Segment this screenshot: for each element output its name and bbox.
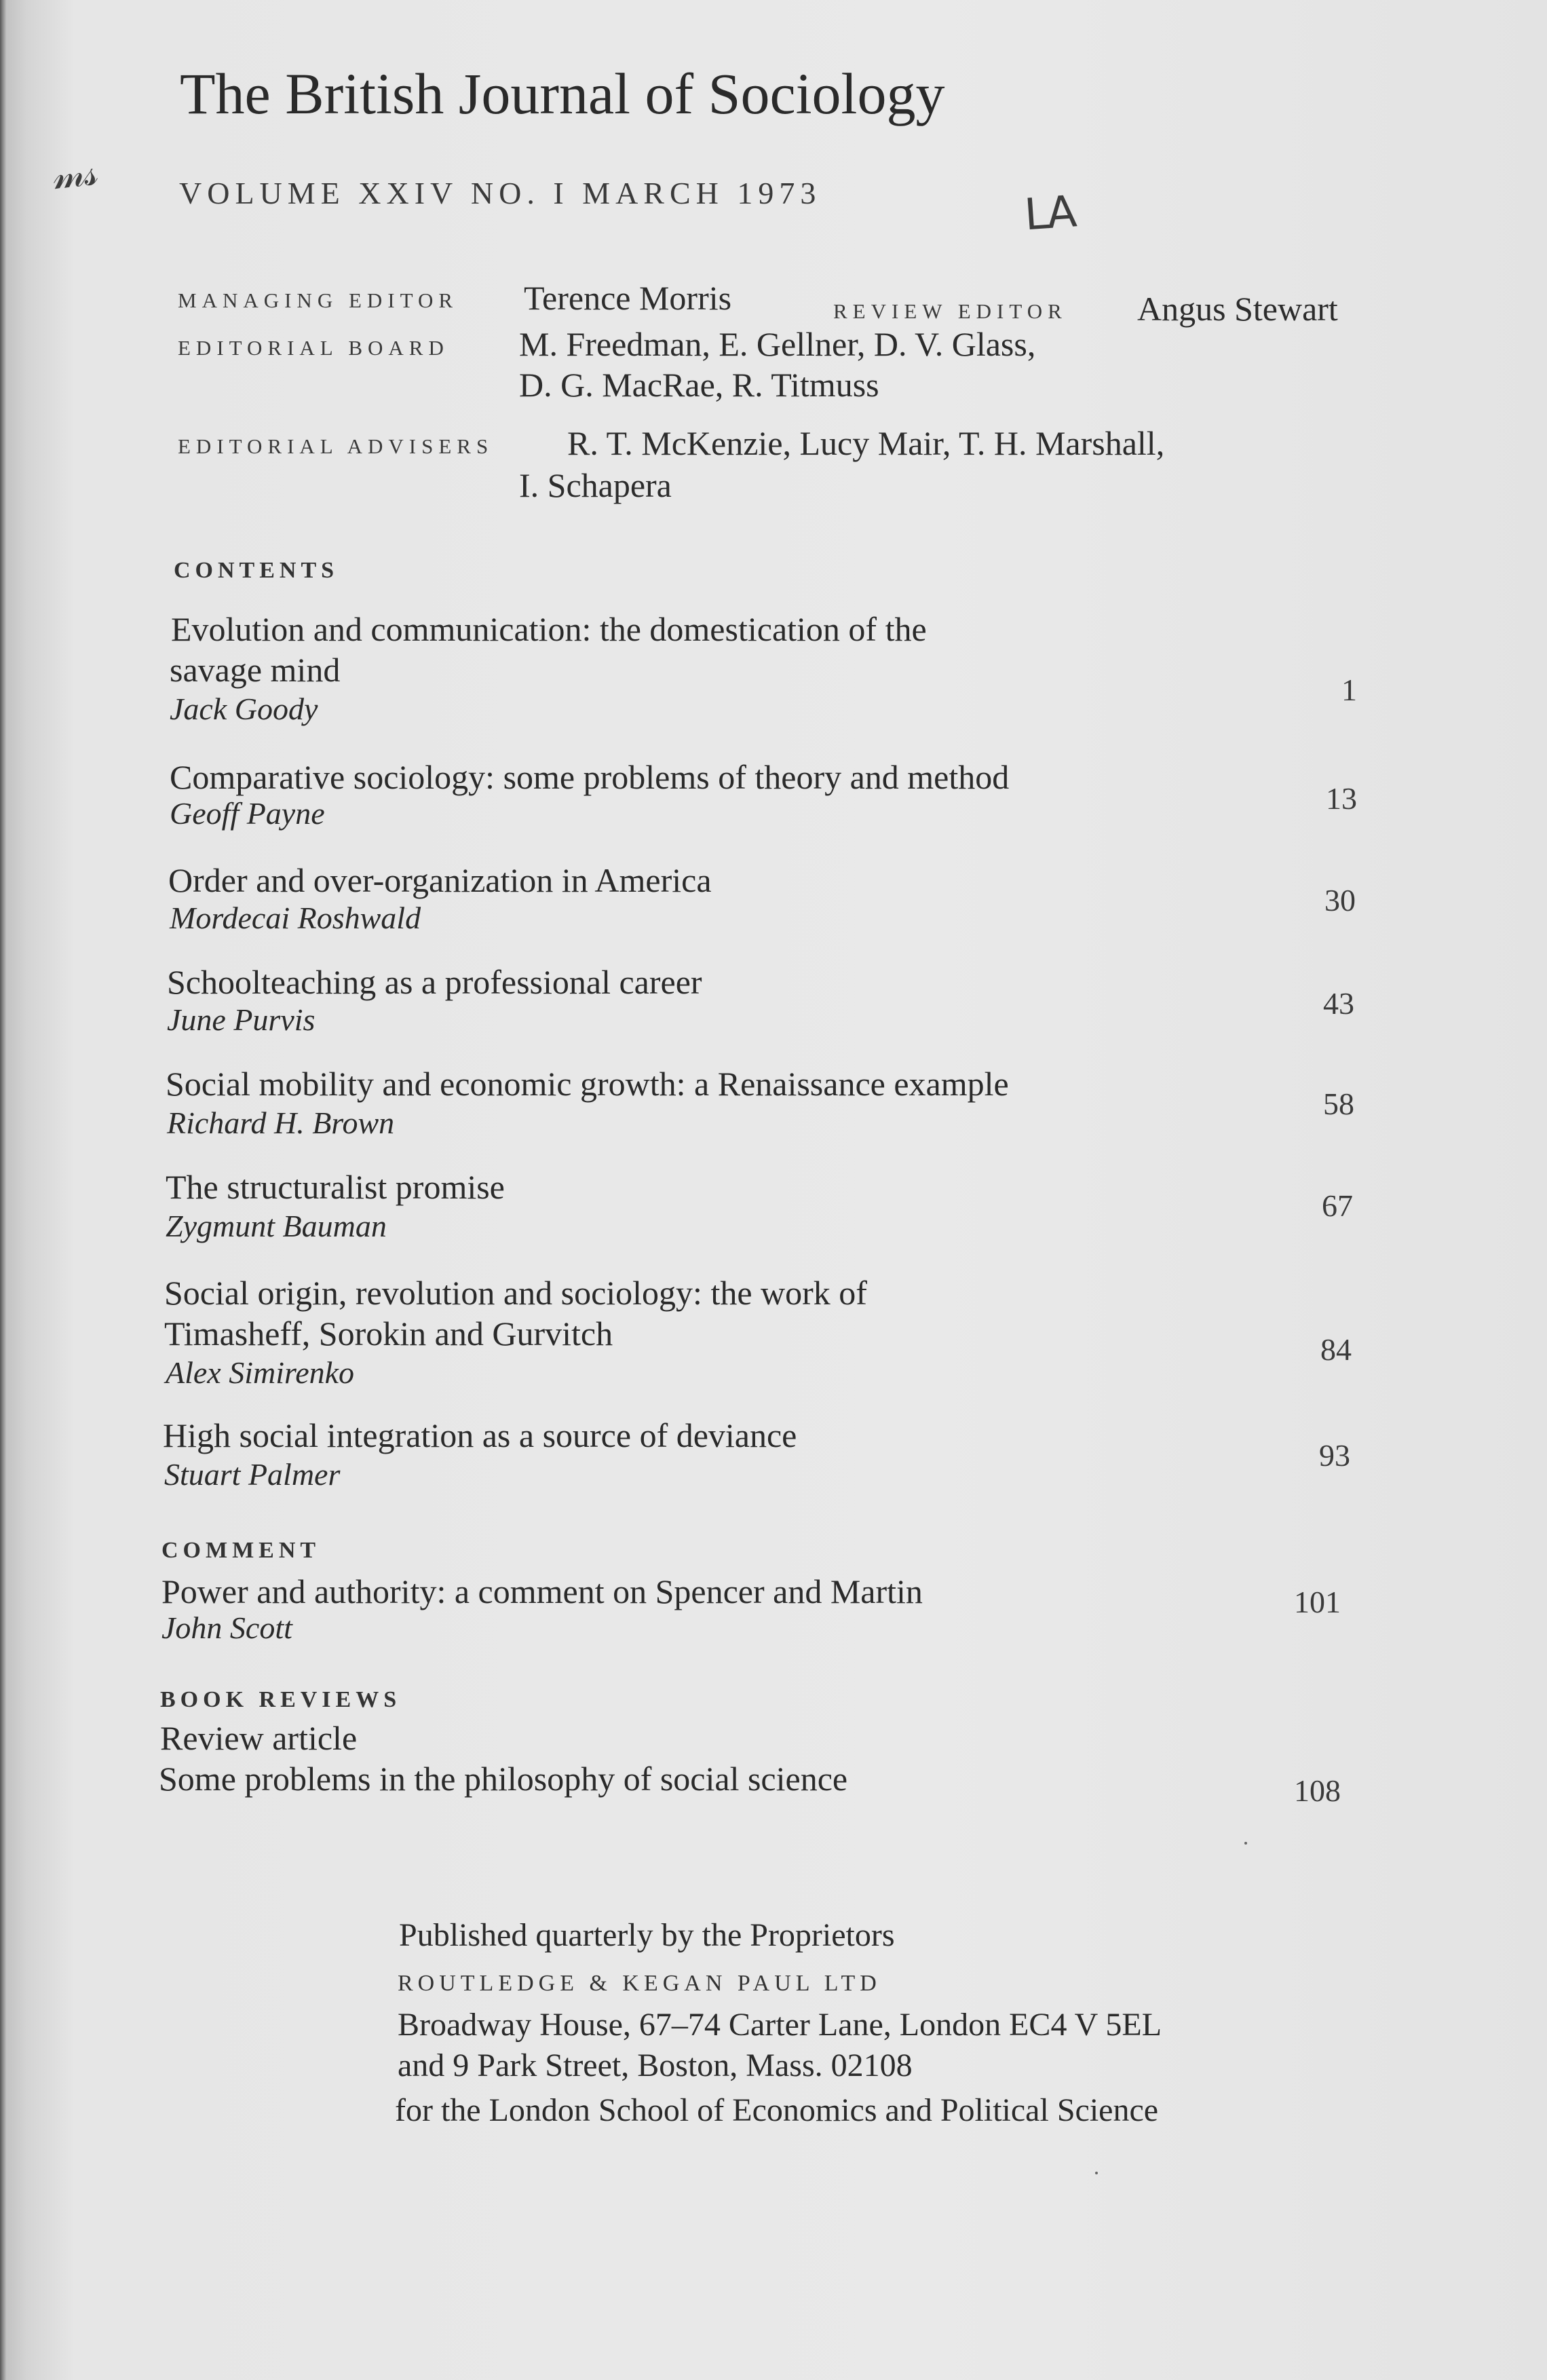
book-reviews-heading: BOOK REVIEWS [160,1687,402,1712]
article-8-author: Stuart Palmer [164,1457,341,1492]
article-1-title-line1: Evolution and communication: the domestication of the [171,610,927,648]
article-1-title-line2: savage mind [170,651,341,689]
article-8-page: 93 [1319,1438,1350,1473]
comment-page: 101 [1294,1585,1341,1619]
article-4-author: June Purvis [167,1002,316,1037]
article-1-page: 1 [1341,673,1357,707]
publisher-line5: for the London School of Economics and Political Science [395,2092,1159,2128]
publisher-name: ROUTLEDGE & KEGAN PAUL LTD [398,1971,881,1996]
editorial-board-line2: D. G. MacRae, R. Titmuss [519,366,879,404]
managing-editor-label: MANAGING EDITOR [178,288,459,312]
comment-heading: COMMENT [161,1538,321,1563]
article-1-author: Jack Goody [170,692,318,726]
speck [1244,1842,1247,1845]
binding-edge [0,0,7,2380]
article-2-page: 13 [1326,781,1357,816]
review-article-title: Some problems in the philosophy of social science [159,1760,848,1798]
editorial-advisers-label: EDITORIAL ADVISERS [178,434,494,458]
editorial-board-label: EDITORIAL BOARD [178,336,449,360]
article-7-page: 84 [1320,1332,1352,1367]
article-2-author: Geoff Payne [170,796,325,831]
article-7-title-line1: Social origin, revolution and sociology: the work of [164,1274,867,1312]
article-2-title: Comparative sociology: some problems of theory and method [170,758,1010,796]
article-6-title: The structuralist promise [166,1168,505,1206]
publisher-address-line2: and 9 Park Street, Boston, Mass. 02108 [398,2047,913,2083]
handwritten-mark-left: 𝓂𝓈 [50,149,99,199]
comment-author: John Scott [161,1610,292,1645]
article-4-page: 43 [1323,986,1354,1021]
handwritten-mark-right: LA [1023,187,1076,241]
article-4-title: Schoolteaching as a professional career [167,963,702,1001]
journal-title: The British Journal of Sociology [180,61,945,126]
editorial-advisers-line1: R. T. McKenzie, Lucy Mair, T. H. Marshall, [567,424,1165,462]
editorial-advisers-line2: I. Schapera [519,466,672,504]
article-6-author: Zygmunt Bauman [166,1209,387,1243]
review-editor-name: Angus Stewart [1137,290,1338,328]
article-6-page: 67 [1322,1188,1353,1223]
article-7-title-line2: Timasheff, Sorokin and Gurvitch [164,1315,613,1353]
article-3-page: 30 [1324,883,1356,918]
editorial-board-line1: M. Freedman, E. Gellner, D. V. Glass, [519,325,1036,363]
review-article-page: 108 [1294,1773,1341,1808]
article-3-author: Mordecai Roshwald [170,901,421,935]
review-article-label: Review article [160,1719,358,1757]
article-5-title: Social mobility and economic growth: a Renaissance example [166,1065,1009,1103]
publisher-line1: Published quarterly by the Proprietors [399,1917,895,1953]
article-5-page: 58 [1323,1087,1354,1121]
managing-editor-name: Terence Morris [524,279,732,317]
comment-title: Power and authority: a comment on Spencer and Martin [161,1572,923,1610]
speck [1095,2172,1098,2174]
article-3-title: Order and over-organization in America [168,861,712,899]
volume-line: VOLUME XXIV NO. I MARCH 1973 [179,176,822,210]
article-5-author: Richard H. Brown [167,1106,395,1140]
contents-heading: CONTENTS [174,558,339,583]
article-8-title: High social integration as a source of deviance [163,1416,797,1454]
publisher-address-line1: Broadway House, 67–74 Carter Lane, London EC4 V 5EL [398,2007,1162,2043]
review-editor-label: REVIEW EDITOR [833,299,1067,323]
article-7-author: Alex Simirenko [166,1355,355,1390]
